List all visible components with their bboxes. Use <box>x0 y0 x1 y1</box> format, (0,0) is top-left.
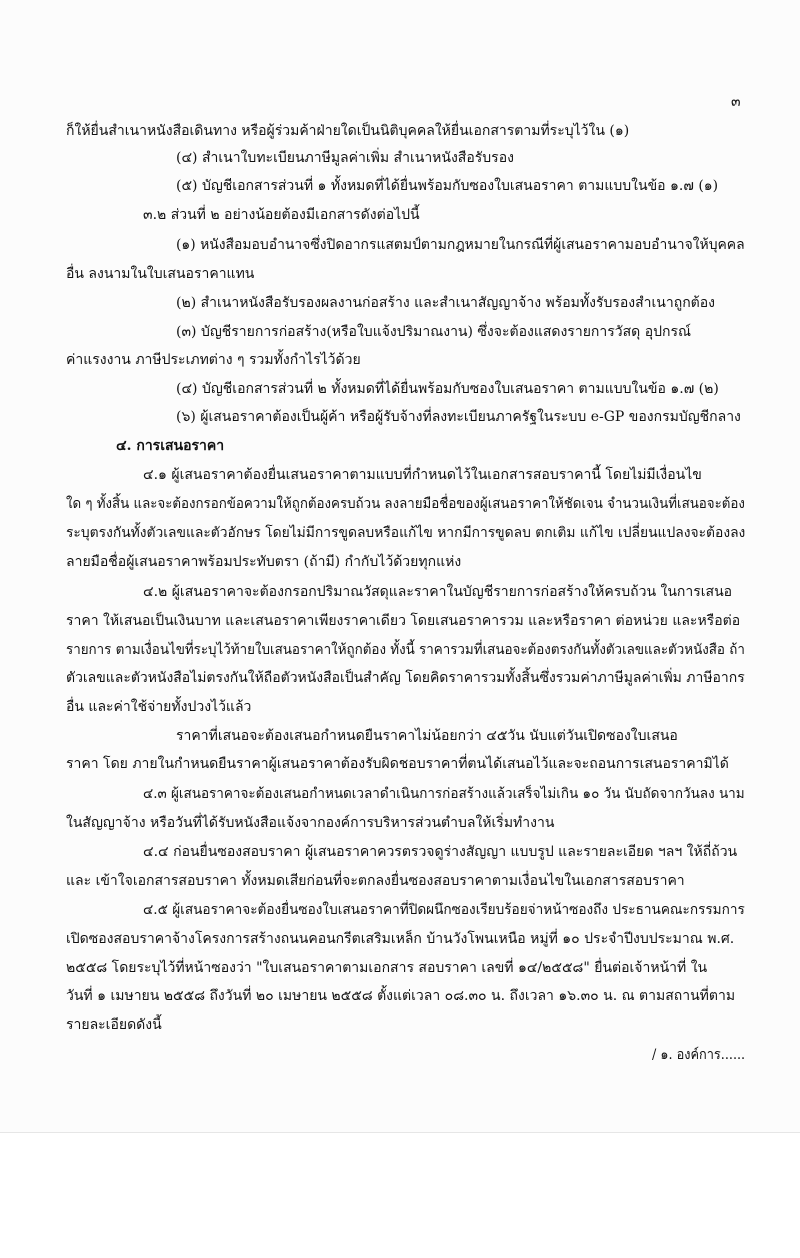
text-line: ราคาที่เสนอจะต้องเสนอกำหนดยืนราคาไม่น้อยกว่า ๔๕วัน นับแต่วันเปิดซองใบเสนอ <box>176 728 678 744</box>
text-line: ๔.๑ ผู้เสนอราคาต้องยื่นเสนอราคาตามแบบที่กำหนดไว้ในเอกสารสอบราคานี้ โดยไม่มีเงื่อนไข <box>143 467 702 483</box>
page-number: ๓ <box>731 94 741 110</box>
text-line: รายละเอียดดังนี้ <box>66 1017 162 1033</box>
text-line: (๕) บัญชีเอกสารส่วนที่ ๑ ทั้งหมดที่ได้ยื่นพร้อมกับซองใบเสนอราคา ตามแบบในข้อ ๑.๗ (๑) <box>176 178 719 194</box>
text-line: (๖) ผู้เสนอราคาต้องเป็นผู้ค้า หรือผู้รับจ้างที่ลงทะเบียนภาครัฐในระบบ e-GP ของกรมบัญชีกลาง <box>176 409 741 425</box>
text-line: ลายมือชื่อผู้เสนอราคาพร้อมประทับตรา (ถ้ามี) กำกับไว้ด้วยทุกแห่ง <box>66 554 462 570</box>
text-line: ราคา ให้เสนอเป็นเงินบาท และเสนอราคาเพียงราคาเดียว โดยเสนอราคารวม และหรือราคา ต่อหน่วย และหรือต่อ <box>66 613 741 629</box>
text-line: (๔) บัญชีเอกสารส่วนที่ ๒ ทั้งหมดที่ได้ยื่นพร้อมกับซองใบเสนอราคา ตามแบบในข้อ ๑.๗ (๒) <box>176 381 719 397</box>
text-line: ๔.๔ ก่อนยื่นซองสอบราคา ผู้เสนอราคาควรตรวจดูร่างสัญญา แบบรูป และรายละเอียด ฯลฯ ให้ถี่ถ้วน <box>143 844 738 860</box>
text-line: ๔.๕ ผู้เสนอราคาจะต้องยื่นซองใบเสนอราคาที่ปิดผนึกซองเรียบร้อยจ่าหน้าซองถึง ประธานคณะกรรมการ <box>143 902 745 918</box>
text-line: ๒๕๕๘ โดยระบุไว้ที่หน้าซองว่า "ใบเสนอราคาตามเอกสาร สอบราคา เลขที่ ๑๔/๒๕๕๘" ยื่นต่อเจ้าหน้าที่ ใน <box>66 960 708 976</box>
text-line: อื่น ลงนามในใบเสนอราคาแทน <box>66 266 255 282</box>
scan-margin <box>0 1132 800 1258</box>
text-line: ก็ให้ยื่นสำเนาหนังสือเดินทาง หรือผู้ร่วมค้าฝ่ายใดเป็นนิติบุคคลให้ยื่นเอกสารตามที่ระบุไว้ใน (๑) <box>66 123 630 139</box>
text-line: (๑) หนังสือมอบอำนาจซึ่งปิดอากรแสตมป์ตามกฎหมายในกรณีที่ผู้เสนอราคามอบอำนาจให้บุคคล <box>176 237 745 253</box>
section-heading: ๔. การเสนอราคา <box>116 438 225 454</box>
text-line: ๓.๒ ส่วนที่ ๒ อย่างน้อยต้องมีเอกสารดังต่อไปนี้ <box>143 207 420 223</box>
text-line: วันที่ ๑ เมษายน ๒๕๕๘ ถึงวันที่ ๒๐ เมษายน ๒๕๕๘ ตั้งแต่เวลา ๐๘.๓๐ น. ถึงเวลา ๑๖.๓๐ น. ณ ตามสถานที่ตาม <box>66 988 736 1004</box>
text-line: ๔.๒ ผู้เสนอราคาจะต้องกรอกปริมาณวัสดุและราคาในบัญชีรายการก่อสร้างให้ครบถ้วน ในการเสนอ <box>143 584 733 600</box>
text-line: ตัวเลขและตัวหนังสือไม่ตรงกันให้ถือตัวหนังสือเป็นสำคัญ โดยคิดราคารวมทั้งสิ้นซึ่งรวมค่าภาษีมูลค่าเพิ่ม ภาษีอากร <box>66 670 745 686</box>
text-line: ระบุตรงกันทั้งตัวเลขและตัวอักษร โดยไม่มีการขูดลบหรือแก้ไข หากมีการขูดลบ ตกเติม แก้ไข เปลี่ยนแปลงจะต้องลง <box>66 525 746 541</box>
text-line: ในสัญญาจ้าง หรือวันที่ได้รับหนังสือแจ้งจากองค์การบริหารส่วนตำบลให้เริ่มทำงาน <box>66 815 555 831</box>
text-line: (๔) สำเนาใบทะเบียนภาษีมูลค่าเพิ่ม สำเนาหนังสือรับรอง <box>176 150 514 166</box>
text-line: (๒) สำเนาหนังสือรับรองผลงานก่อสร้าง และสำเนาสัญญาจ้าง พร้อมทั้งรับรองสำเนาถูกต้อง <box>176 295 716 311</box>
text-line: อื่น และค่าใช้จ่ายทั้งปวงไว้แล้ว <box>66 699 252 715</box>
text-line: ค่าแรงงาน ภาษีประเภทต่าง ๆ รวมทั้งกำไรไว้ด้วย <box>66 352 361 368</box>
text-line: และ เข้าใจเอกสารสอบราคา ทั้งหมดเสียก่อนที่จะตกลงยื่นซองสอบราคาตามเงื่อนไขในเอกสารสอบราคา <box>66 873 685 889</box>
text-line: รายการ ตามเงื่อนไขที่ระบุไว้ท้ายใบเสนอราคาให้ถูกต้อง ทั้งนี้ ราคารวมที่เสนอจะต้องตรงกันทั้งตัวเลขและตัวหนังสือ ถ้า <box>66 642 745 658</box>
text-line: ราคา โดย ภายในกำหนดยืนราคาผู้เสนอราคาต้องรับผิดชอบราคาที่ตนได้เสนอไว้และจะถอนการเสนอราคามิได้ <box>66 756 729 772</box>
text-line: ใด ๆ ทั้งสิ้น และจะต้องกรอกข้อความให้ถูกต้องครบถ้วน ลงลายมือชื่อของผู้เสนอราคาให้ชัดเจน จำนวนเงินที่เสนอจะต้อง <box>66 496 745 512</box>
text-line: เปิดซองสอบราคาจ้างโครงการสร้างถนนคอนกรีตเสริมเหล็ก บ้านวังโพนเหนือ หมู่ที่ ๑๐ ประจำปีงบประมาณ พ.ศ. <box>66 931 735 947</box>
footer-continuation: / ๑. องค์การ...... <box>652 1047 746 1063</box>
text-line: ๔.๓ ผู้เสนอราคาจะต้องเสนอกำหนดเวลาดำเนินการก่อสร้างแล้วเสร็จไม่เกิน ๑๐ วัน นับถัดจากวันลง นาม <box>143 786 745 802</box>
text-line: (๓) บัญชีรายการก่อสร้าง(หรือใบแจ้งปริมาณงาน) ซึ่งจะต้องแสดงรายการวัสดุ อุปกรณ์ <box>176 324 691 340</box>
